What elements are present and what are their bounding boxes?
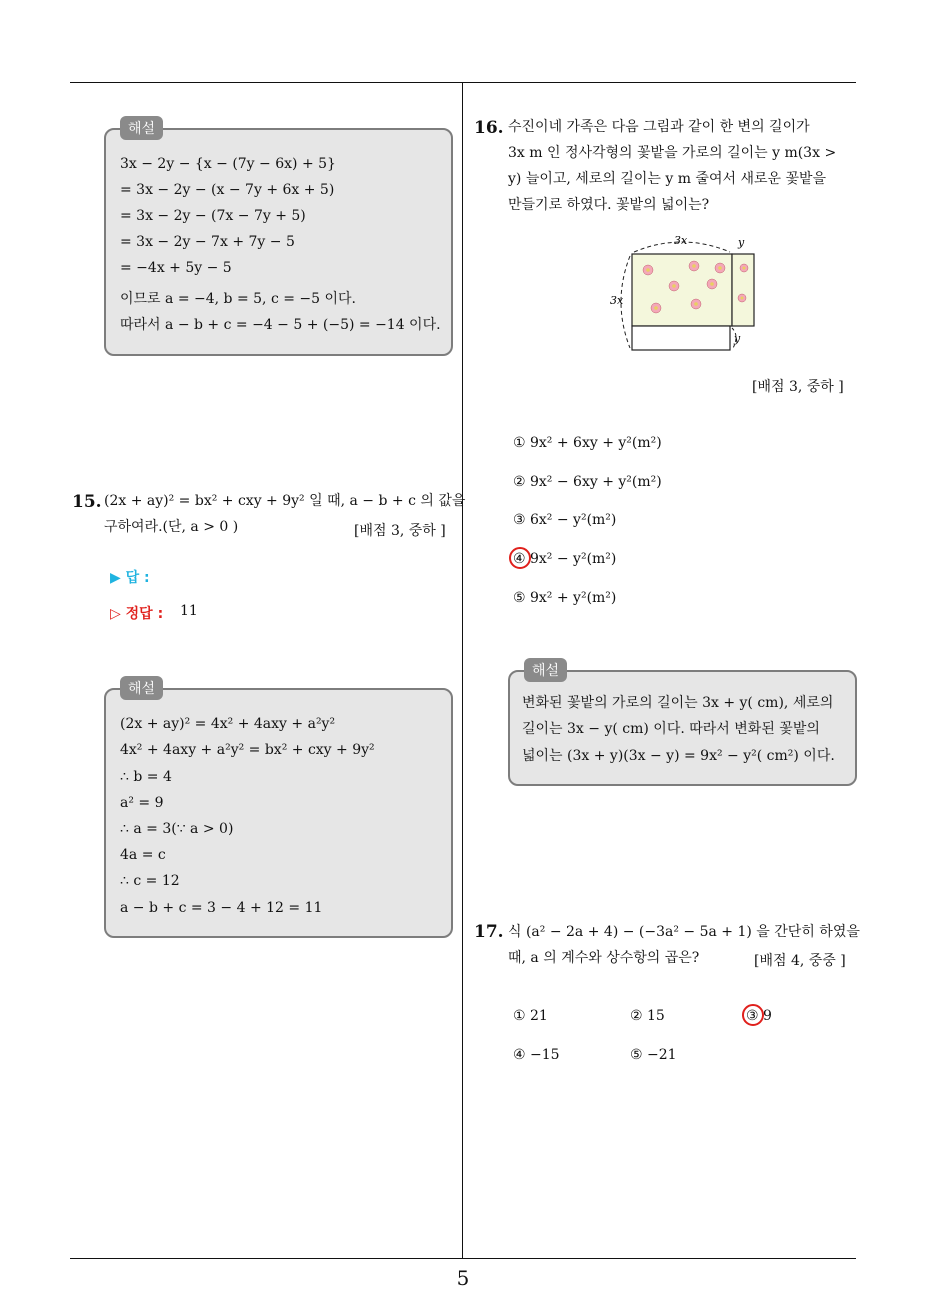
correct-answer-value: 11 [180,603,198,619]
page-number: 5 [456,1266,470,1290]
question-text: 만들기로 하였다. 꽃밭의 넓이는? [508,197,710,213]
option-1[interactable]: ① 21 [513,1008,548,1024]
score-label: [배점 4, 중중 ] [754,953,846,969]
q14-solution-box [104,121,453,356]
solution-line: = 3x − 2y − 7x + 7y − 5 [120,234,295,250]
bottom-rule [70,1258,856,1259]
garden-figure [608,232,768,358]
selected-answer-circle [742,1004,764,1026]
option-3[interactable]: ③ 6x² − y²(m²) [513,512,617,528]
question-text: 식 (a² − 2a + 4) − (−3a² − 5a + 1) 을 간단히 하였을 [508,924,860,940]
option-3[interactable]: ③ 9 [746,1008,772,1024]
question-text: 3x m 인 정사각형의 꽃밭을 가로의 길이는 y m(3x > [508,145,837,161]
correct-answer-label: ▷ 정답 : [110,606,164,622]
option-1[interactable]: ① 9x² + 6xy + y²(m²) [513,435,662,451]
solution-line: ∴ b = 4 [120,769,172,785]
question-number: 17. [474,922,504,942]
solution-line: 4x² + 4axy + a²y² = bx² + cxy + 9y² [120,742,375,758]
solution-line: ∴ a = 3(∵ a > 0) [120,821,234,837]
option-5[interactable]: ⑤ −21 [630,1047,677,1063]
solution-line: 3x − 2y − {x − (7y − 6x) + 5} [120,156,336,172]
score-label: [배점 3, 중하 ] [752,379,844,395]
option-5[interactable]: ⑤ 9x² + y²(m²) [513,590,617,606]
solution-line: (2x + ay)² = 4x² + 4axy + a²y² [120,716,336,732]
removed-strip [632,326,730,350]
selected-answer-circle [509,547,531,569]
solution-tag: 해설 [120,116,163,140]
top-rule [70,82,856,83]
column-divider [462,83,463,1259]
question-number: 15. [72,492,102,512]
figure-label-top-right: y [738,236,745,249]
solution-tag: 해설 [120,676,163,700]
figure-label-top: 3x [674,234,688,247]
option-4[interactable]: ④ −15 [513,1047,560,1063]
solution-line: 변화된 꽃밭의 가로의 길이는 3x + y( cm), 세로의 [522,695,834,711]
solution-line: 넓이는 (3x + y)(3x − y) = 9x² − y²( cm²) 이다. [522,748,835,764]
solution-line: 따라서 a − b + c = −4 − 5 + (−5) = −14 이다. [120,317,441,333]
solution-line: ∴ c = 12 [120,873,180,889]
question-text: 때, a 의 계수와 상수항의 곱은? [508,950,700,966]
solution-line: = 3x − 2y − (7x − 7y + 5) [120,208,306,224]
option-2[interactable]: ② 15 [630,1008,665,1024]
solution-line: = 3x − 2y − (x − 7y + 6x + 5) [120,182,335,198]
solution-line: a² = 9 [120,795,164,811]
question-text: (2x + ay)² = bx² + cxy + 9y² 일 때, a − b + c 의 값을 [104,493,466,509]
solution-line: 길이는 3x − y( cm) 이다. 따라서 변화된 꽃밭의 [522,721,820,737]
q15-solution-box [104,681,453,938]
question-number: 16. [474,118,504,138]
question-text: 수진이네 가족은 다음 그림과 같이 한 변의 길이가 [508,119,810,135]
q16-solution-box [508,663,857,786]
question-text: 구하여라.(단, a > 0 ) [104,519,239,535]
solution-tag: 해설 [524,658,567,682]
solution-line: a − b + c = 3 − 4 + 12 = 11 [120,900,323,916]
score-label: [배점 3, 중하 ] [354,523,446,539]
answer-label: ▶ 답 : [110,570,150,586]
solution-line: 4a = c [120,847,166,863]
solution-line: 이므로 a = −4, b = 5, c = −5 이다. [120,291,356,307]
option-4[interactable]: ④ 9x² − y²(m²) [513,551,617,567]
figure-label-left: 3x [610,294,624,307]
option-2[interactable]: ② 9x² − 6xy + y²(m²) [513,474,662,490]
figure-label-bottom-right: y [734,332,741,345]
solution-line: = −4x + 5y − 5 [120,260,232,276]
question-text: y) 늘이고, 세로의 길이는 y m 줄여서 새로운 꽃밭을 [508,171,827,187]
